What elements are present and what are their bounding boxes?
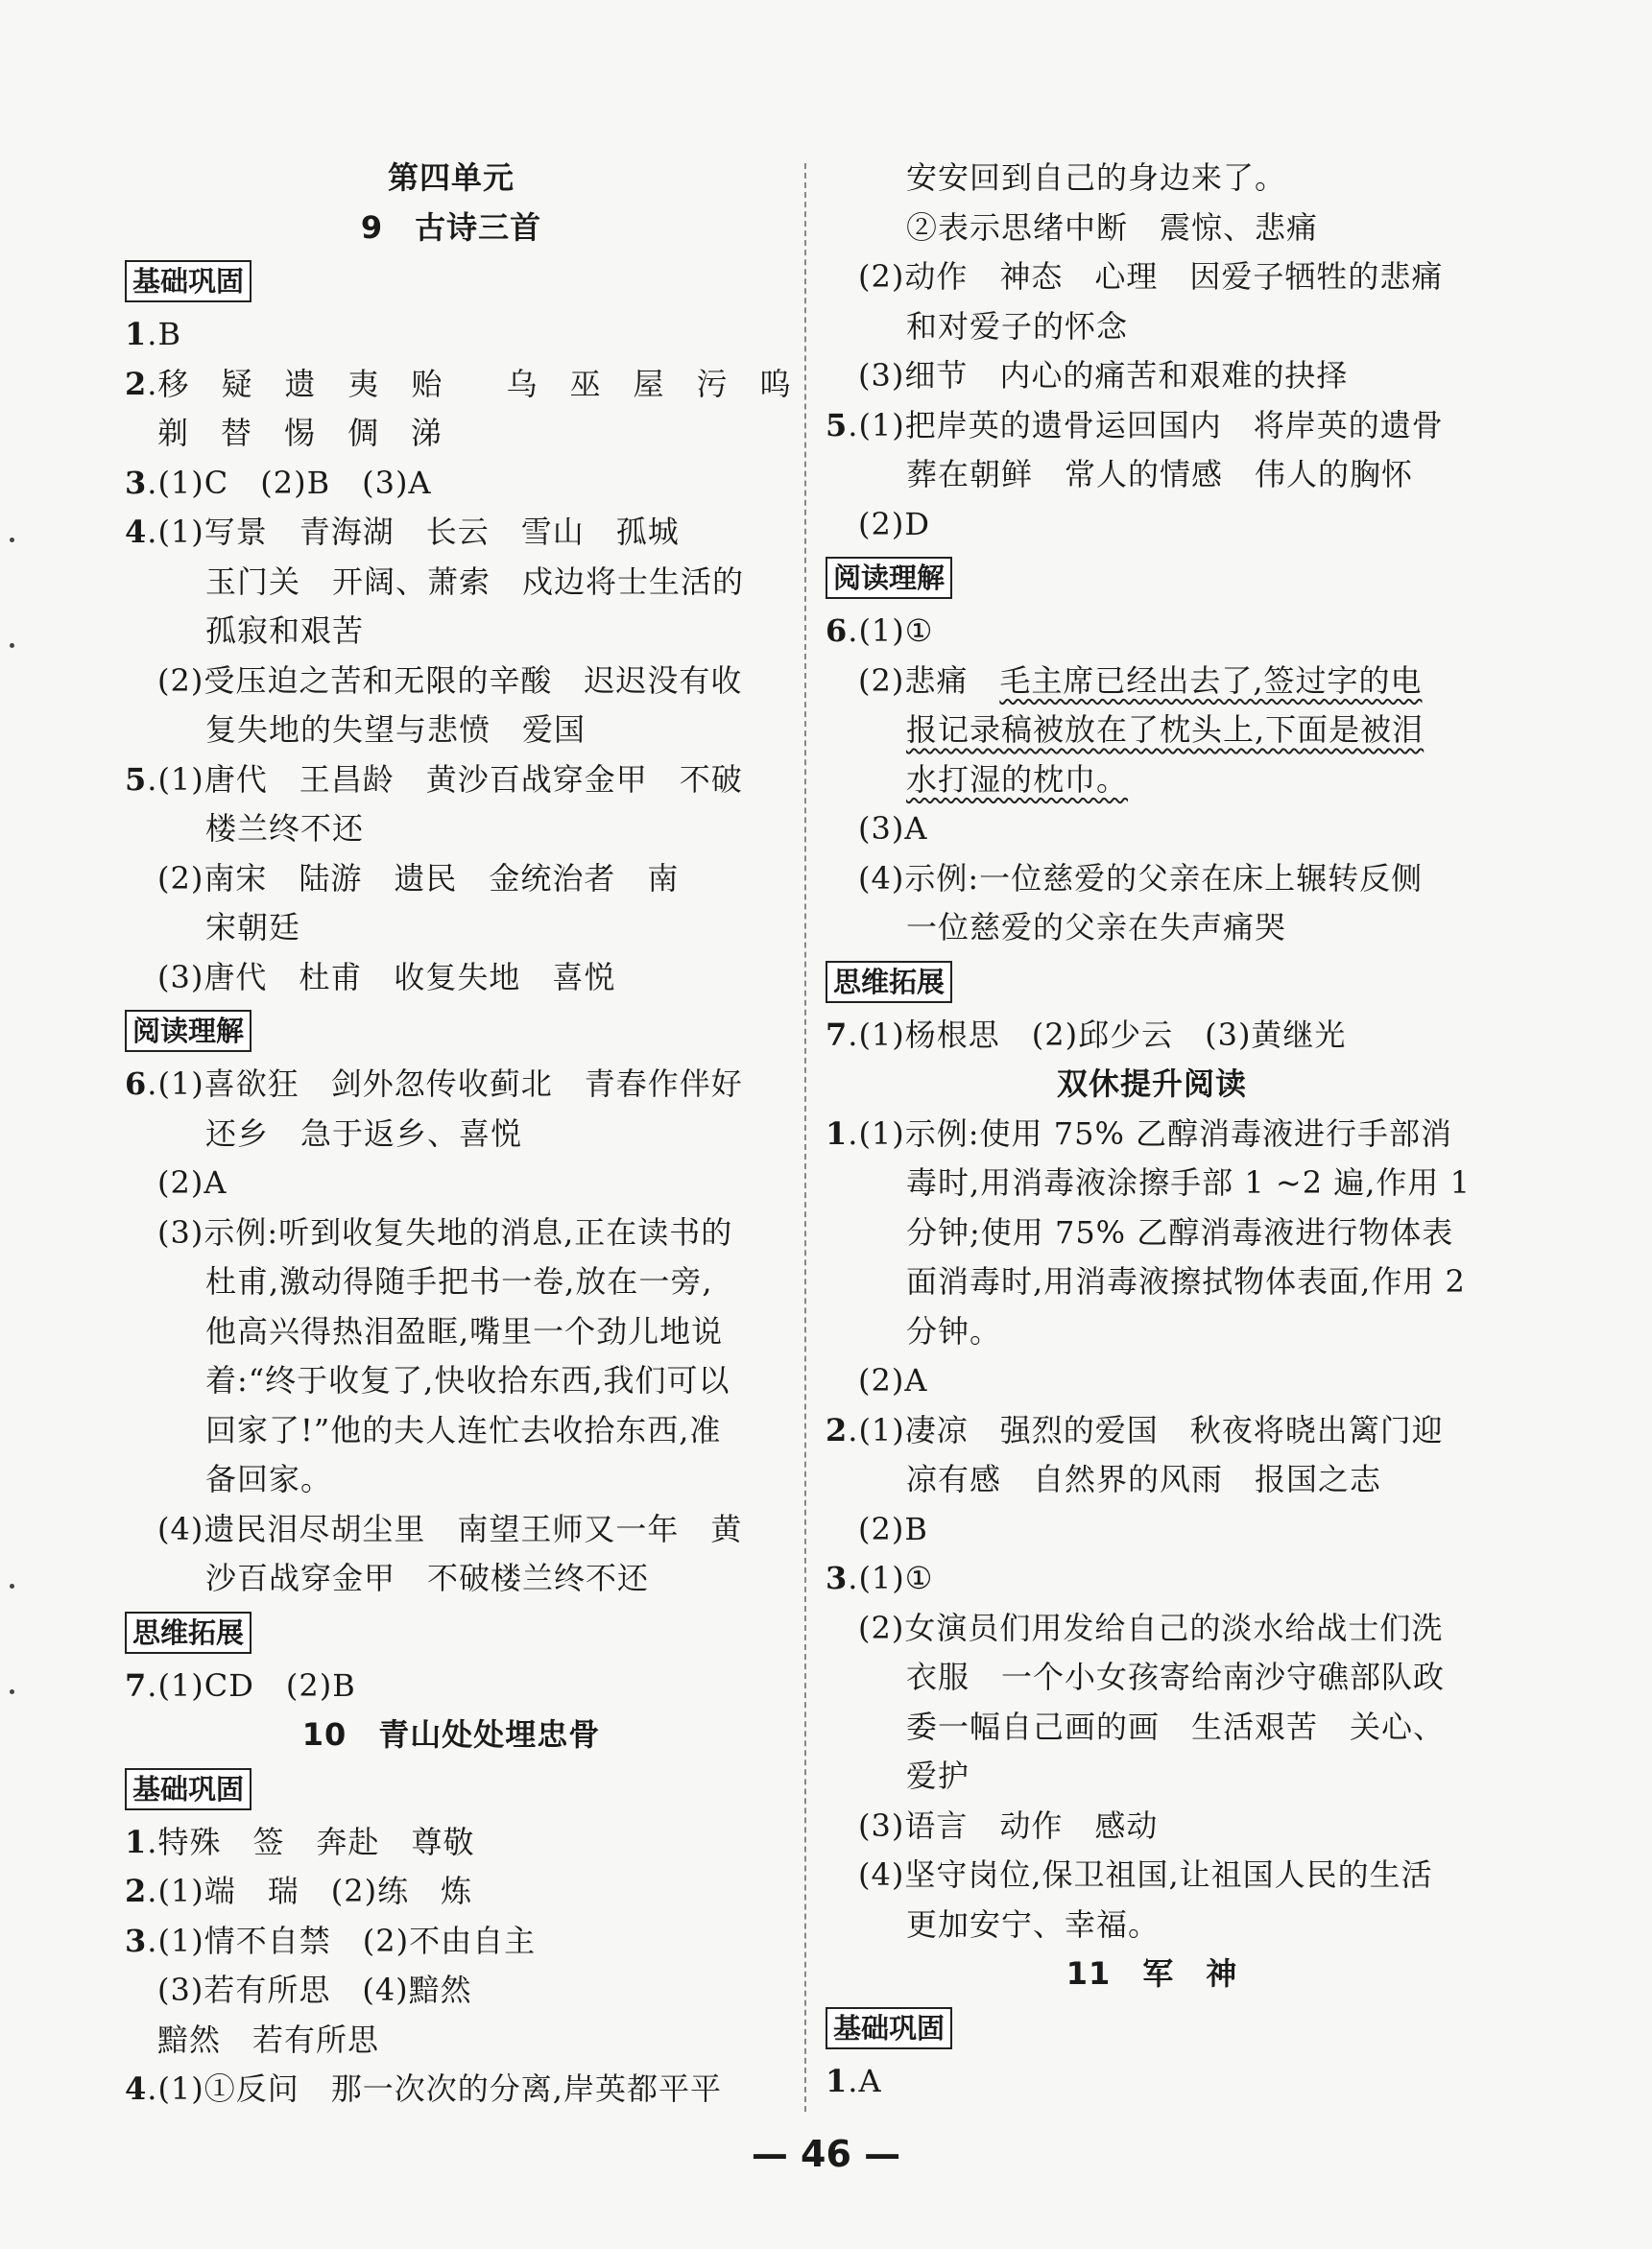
- answer-line: 回家了!”他的夫人连忙去收拾东西,准: [205, 1411, 722, 1448]
- section-label-jichu: 基础巩固: [826, 2007, 952, 2049]
- answer-line: [125, 755, 778, 805]
- answer-line: [826, 607, 1478, 657]
- lesson-10-title: 10 青山处处埋忠骨: [301, 1716, 601, 1753]
- answer-line: [125, 2065, 778, 2115]
- scan-speck: [10, 1689, 14, 1694]
- question-number: 6: [826, 612, 849, 649]
- answer-line: [826, 1554, 1478, 1604]
- question-number: 2: [826, 1411, 849, 1448]
- question-number: 6: [125, 1065, 148, 1102]
- wavy-underlined-text: 水打湿的枕巾。: [906, 760, 1129, 798]
- unit-title: 第四单元: [387, 159, 515, 196]
- question-number: 7: [826, 1016, 849, 1053]
- answer-text: .(1)C (2)B (3)A: [147, 464, 432, 501]
- answer-text: .(1)情不自禁 (2)不由自主: [147, 1922, 537, 1959]
- question-number: 1: [125, 1823, 148, 1860]
- answer-text: .(1)示例:使用 75% 乙醇消毒液进行手部消: [848, 1114, 1453, 1152]
- answer-text: .(1)把岸英的遗骨运回国内 将岸英的遗骨: [848, 406, 1444, 443]
- answer-line: (2)动作 神态 心理 因爱子牺牲的悲痛: [858, 258, 1444, 295]
- answer-line: 凉有感 自然界的风雨 报国之志: [906, 1461, 1382, 1497]
- answer-text: .(1)唐代 王昌龄 黄沙百战穿金甲 不破: [147, 760, 743, 798]
- question-number: 1: [826, 1114, 849, 1152]
- answer-line: (4)遗民泪尽胡尘里 南望王师又一年 黄: [157, 1510, 743, 1547]
- answer-text: .A: [848, 2062, 882, 2099]
- scan-speck: [10, 643, 14, 648]
- answer-line: (2)D: [858, 505, 930, 542]
- answer-line: 面消毒时,用消毒液擦拭物体表面,作用 2: [906, 1263, 1466, 1300]
- answer-line: 爱护: [906, 1758, 970, 1794]
- answer-line: 黯然 若有所思: [157, 2021, 380, 2058]
- answer-text: (2)悲痛: [858, 661, 1000, 699]
- answer-text: .(1)端 瑞 (2)练 炼: [147, 1873, 473, 1909]
- answer-line: (2)B: [858, 1510, 928, 1547]
- answer-line: 着:“终于收复了,快收拾东西,我们可以: [205, 1362, 730, 1399]
- answer-line: 一位慈爱的父亲在失声痛哭: [906, 909, 1287, 945]
- section-row: [125, 1002, 778, 1060]
- answer-line: (3)若有所思 (4)黯然: [157, 1972, 472, 2008]
- right-column: [826, 154, 1478, 2106]
- answer-line: (4)示例:一位慈爱的父亲在床上辗转反侧: [858, 859, 1424, 897]
- answer-line: [826, 1011, 1478, 1061]
- lesson-9-title: 9 古诗三首: [360, 208, 542, 246]
- answer-line: 分钟;使用 75% 乙醇消毒液进行物体表: [906, 1213, 1454, 1251]
- answer-line: 还乡 急于返乡、喜悦: [205, 1114, 523, 1152]
- answer-line: ②表示思绪中断 震惊、悲痛: [906, 208, 1319, 246]
- answer-line: 宋朝廷: [205, 909, 301, 945]
- answer-line: (3)语言 动作 感动: [858, 1806, 1159, 1844]
- answer-text: .(1)①: [848, 1560, 934, 1596]
- answer-text: .(1)凄凉 强烈的爱国 秋夜将晓出篱门迎: [848, 1411, 1444, 1448]
- answer-line: [125, 360, 792, 410]
- question-number: 3: [125, 1922, 148, 1959]
- answer-line: (4)坚守岗位,保卫祖国,让祖国人民的生活: [858, 1856, 1433, 1893]
- answer-line: 委一幅自己画的画 生活艰苦 关心、: [906, 1708, 1446, 1745]
- answer-line: [826, 1406, 1478, 1456]
- shuangxiu-title: 双休提升阅读: [1056, 1065, 1247, 1102]
- section-row: [125, 1760, 778, 1818]
- answer-text: .特殊 签 奔赴 尊敬: [147, 1823, 475, 1860]
- answer-text: .移 疑 遗 夷 贻 乌 巫 屋 污 呜: [147, 365, 792, 402]
- answer-line: (3)唐代 杜甫 收复失地 喜悦: [157, 958, 616, 995]
- answer-text: .(1)喜欲狂 剑外忽传收蓟北 青春作伴好: [147, 1065, 743, 1102]
- answer-line: (3)A: [858, 810, 928, 847]
- question-number: 1: [125, 316, 148, 352]
- section-label-siwei: 思维拓展: [826, 961, 952, 1003]
- answer-text: .(1)杨根思 (2)邱少云 (3)黄继光: [848, 1016, 1347, 1053]
- section-row: [826, 953, 1478, 1011]
- question-number: 2: [125, 365, 148, 402]
- answer-line: [826, 657, 1478, 706]
- question-number: 5: [125, 760, 148, 798]
- answer-line: (3)示例:听到收复失地的消息,正在读书的: [157, 1213, 733, 1251]
- answer-line: 衣服 一个小女孩寄给南沙守礁部队政: [906, 1659, 1446, 1695]
- answer-line: (3)细节 内心的痛苦和艰难的抉择: [858, 357, 1349, 394]
- answer-line: (2)女演员们用发给自己的淡水给战士们洗: [858, 1609, 1444, 1646]
- answer-line: 更加安宁、幸福。: [906, 1905, 1161, 1943]
- column-divider: [804, 163, 806, 2112]
- answer-line: 他高兴得热泪盈眶,嘴里一个劲儿地说: [205, 1312, 724, 1350]
- section-row: [125, 252, 778, 310]
- answer-line: (2)南宋 陆游 遗民 金统治者 南: [157, 859, 680, 897]
- section-label-jichu: 基础巩固: [125, 260, 251, 302]
- answer-line: 葬在朝鲜 常人的情感 伟人的胸怀: [906, 456, 1414, 492]
- question-number: 4: [125, 2070, 148, 2107]
- question-number: 4: [125, 514, 148, 550]
- answer-line: (2)A: [858, 1362, 928, 1399]
- answer-line: [125, 1867, 778, 1917]
- section-label-yuedu: 阅读理解: [826, 557, 952, 599]
- answer-line: [125, 1060, 778, 1110]
- answer-line: [125, 1662, 778, 1711]
- answer-line: 沙百战穿金甲 不破楼兰终不还: [205, 1560, 650, 1596]
- page-number: — 46 —: [751, 2133, 901, 2175]
- lesson-11-title: 11 军 神: [1065, 1955, 1238, 1992]
- scan-speck: [10, 1584, 14, 1589]
- answer-line: [125, 459, 778, 509]
- answer-text: .(1)CD (2)B: [147, 1666, 356, 1704]
- answer-line: 楼兰终不还: [205, 810, 365, 847]
- answer-line: [826, 706, 1478, 755]
- section-row: [826, 1999, 1478, 2057]
- answer-line: 毒时,用消毒液涂擦手部 1 ~2 遍,作用 1: [906, 1164, 1471, 1201]
- answer-text: .B: [147, 316, 181, 352]
- answer-line: [826, 1110, 1478, 1160]
- answer-line: [826, 401, 1478, 451]
- section-label-yuedu: 阅读理解: [125, 1010, 251, 1052]
- answer-line: 孤寂和艰苦: [205, 612, 365, 649]
- answer-text: .(1)①: [848, 612, 934, 649]
- answer-line: [125, 1818, 778, 1868]
- answer-line: 安安回到自己的身边来了。: [906, 159, 1287, 196]
- answer-line: 备回家。: [205, 1461, 333, 1497]
- section-label-jichu: 基础巩固: [125, 1768, 251, 1810]
- answer-line: 复失地的失望与悲愤 爱国: [205, 711, 587, 748]
- wavy-underlined-text: 报记录稿被放在了枕头上,下面是被泪: [906, 711, 1425, 748]
- question-number: 2: [125, 1873, 148, 1909]
- answer-line: [125, 1917, 778, 1967]
- wavy-underlined-text: 毛主席已经出去了,签过字的电: [999, 661, 1423, 699]
- question-number: 3: [826, 1560, 849, 1596]
- left-column: [125, 154, 792, 2115]
- answer-line: (2)A: [157, 1164, 227, 1201]
- answer-line: [125, 508, 778, 558]
- question-number: 1: [826, 2062, 849, 2099]
- answer-line: [826, 2057, 1478, 2107]
- answer-line: [125, 310, 778, 360]
- answer-line: 和对爱子的怀念: [906, 307, 1129, 345]
- answer-line: (2)受压迫之苦和无限的辛酸 迟迟没有收: [157, 661, 743, 699]
- question-number: 3: [125, 464, 148, 501]
- answer-line: 玉门关 开阔、萧索 戍边将士生活的: [205, 562, 745, 600]
- answer-line: 分钟。: [906, 1312, 1002, 1350]
- question-number: 7: [125, 1666, 148, 1704]
- section-row: [125, 1604, 778, 1662]
- answer-line: 杜甫,激动得随手把书一卷,放在一旁,: [205, 1263, 713, 1300]
- answer-line: [826, 755, 1478, 805]
- answer-text: .(1)①反问 那一次次的分离,岸英都平平: [147, 2070, 722, 2107]
- question-number: 5: [826, 406, 849, 443]
- answer-text: .(1)写景 青海湖 长云 雪山 孤城: [147, 514, 680, 550]
- section-label-siwei: 思维拓展: [125, 1612, 251, 1654]
- scan-speck: [10, 538, 14, 542]
- section-row: [826, 549, 1478, 607]
- answer-line: 剃 替 惕 倜 涕: [157, 415, 443, 451]
